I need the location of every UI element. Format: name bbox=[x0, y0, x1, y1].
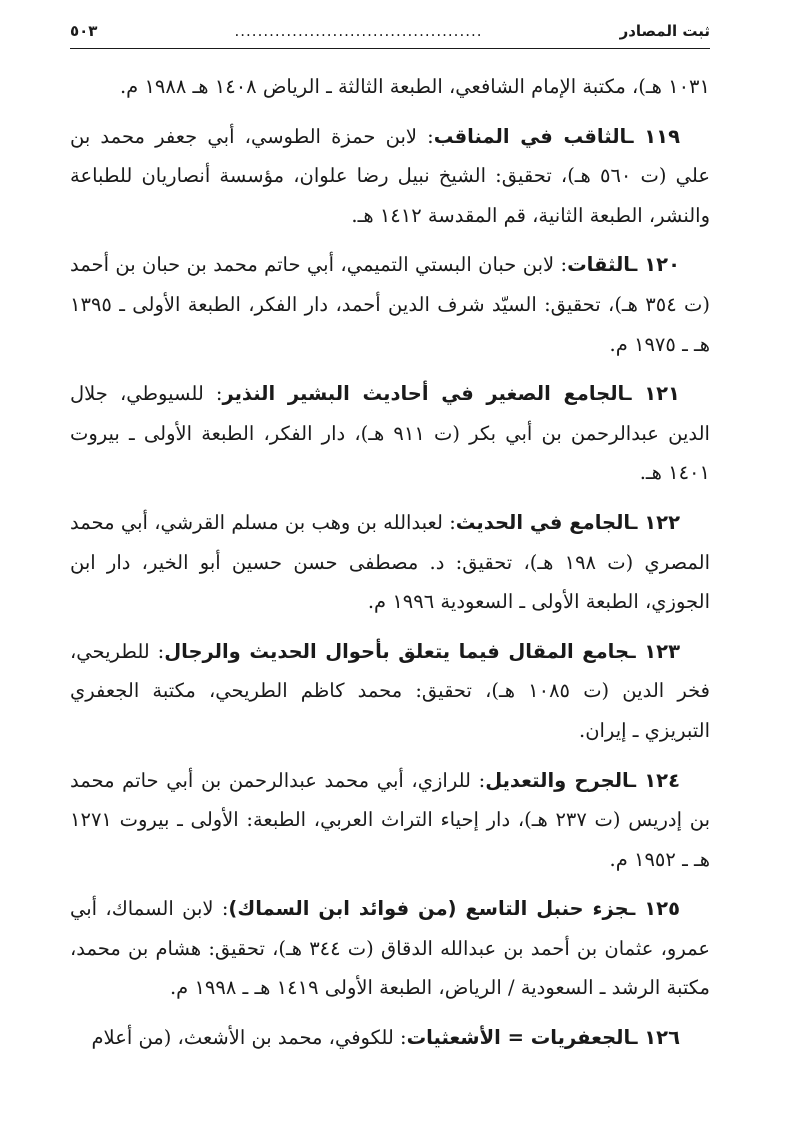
header-leader-dots: ........................................... bbox=[234, 22, 483, 40]
bibliography-entry-121 bbox=[70, 374, 710, 493]
entry-body: : للرازي، أبي محمد عبدالرحمن بن أبي حاتم محمد بن إدريس (ت ٢٣٧ هـ)، دار إحياء التراث العربي، الطبعة: الأولى ـ بيروت ١٢٧١ هـ ـ ١٩٥٢ م. bbox=[70, 768, 710, 871]
entry-body: : للسيوطي، جلال الدين عبدالرحمن بن أبي بكر (ت ٩١١ هـ)، دار الفكر، الطبعة الأولى ـ بيروت ١٤٠١ هـ. bbox=[70, 382, 710, 485]
bibliography-entry-120 bbox=[70, 245, 710, 364]
entry-number: ١٢٣ ـ bbox=[629, 639, 680, 663]
bibliography-entry-119 bbox=[70, 117, 710, 236]
header-title: ثبت المصادر bbox=[619, 22, 710, 40]
running-header bbox=[70, 22, 710, 49]
continuation-paragraph: ١٠٣١ هـ)، مكتبة الإمام الشافعي، الطبعة الثالثة ـ الرياض ١٤٠٨ هـ ١٩٨٨ م. bbox=[119, 75, 710, 98]
entry-body: : للكوفي، محمد بن الأشعث، (من أعلام bbox=[91, 1026, 407, 1050]
entry-body: : لعبدالله بن وهب بن مسلم القرشي، أبي محمد المصري (ت ١٩٨ هـ)، تحقيق: د. مصطفى حسن حسين أبو الخير، دار ابن الجوزي، الطبعة الأولى ـ السعودية ١٩٩٦ م. bbox=[70, 510, 710, 614]
bibliography-entry-126 bbox=[70, 1018, 710, 1058]
page-number: ٥٠٣ bbox=[70, 22, 98, 40]
entry-body: : لابن حمزة الطوسي، أبي جعفر محمد بن علي (ت ٥٦٠ هـ)، تحقيق: الشيخ نبيل رضا علوان، مؤسسة أنصاريان للطباعة والنشر، الطبعة الثانية، قم المقدسة ١٤١٢ هـ. bbox=[70, 124, 710, 227]
entry-body: : لابن السماك، أبي عمرو، عثمان بن أحمد بن عبدالله الدقاق (ت ٣٤٤ هـ)، تحقيق: هشام بن محمد، مكتبة الرشد ـ السعودية / الرياض، الطبعة الأولى ١٤١٩ هـ ـ ١٩٩٨ م. bbox=[70, 897, 710, 1000]
bibliography-entry-123 bbox=[70, 632, 710, 751]
entry-title: الثاقب في المناقب bbox=[433, 124, 627, 148]
entry-number: ١٢١ ـ bbox=[624, 382, 680, 406]
entry-number: ١٢٤ ـ bbox=[629, 768, 680, 792]
bibliography-entry-125 bbox=[70, 889, 710, 1008]
entry-number: ١٢٦ ـ bbox=[630, 1026, 680, 1050]
entry-body: : لابن حبان البستي التميمي، أبي حاتم محمد بن حبان بن أحمد (ت ٣٥٤ هـ)، تحقيق: السيّد شرف الدين أحمد، دار الفكر، الطبعة الأولى ـ ١٣٩٥ هـ ـ ١٩٧٥ م. bbox=[70, 253, 711, 356]
entry-title: الجامع الصغير في أحاديث البشير النذير bbox=[222, 382, 625, 406]
bibliography-entry-122 bbox=[70, 503, 710, 622]
entry-body: : للطريحي، فخر الدين (ت ١٠٨٥ هـ)، تحقيق: محمد كاظم الطريحي، مكتبة الجعفري التبريزي ـ إيران. bbox=[70, 639, 710, 742]
entry-title: جزء حنبل التاسع (من فوائد ابن السماك) bbox=[228, 897, 629, 921]
bibliography-entry-124 bbox=[70, 761, 710, 880]
entry-title: الجامع في الحديث bbox=[455, 510, 631, 534]
entry-number: ١٢٥ ـ bbox=[628, 897, 680, 921]
entry-number: ١١٩ ـ bbox=[626, 124, 680, 148]
entry-title: الجعفريات = الأشعثيات bbox=[406, 1026, 631, 1050]
entry-title: الثقات bbox=[567, 253, 631, 277]
document-page bbox=[70, 22, 710, 1068]
entry-number: ١٢٢ ـ bbox=[630, 510, 680, 534]
entry-number: ١٢٠ ـ bbox=[630, 253, 680, 277]
bibliography-list bbox=[70, 67, 710, 1058]
entry-title: جامع المقال فيما يتعلق بأحوال الحديث والرجال bbox=[164, 639, 630, 663]
entry-title: الجرح والتعديل bbox=[485, 768, 630, 792]
